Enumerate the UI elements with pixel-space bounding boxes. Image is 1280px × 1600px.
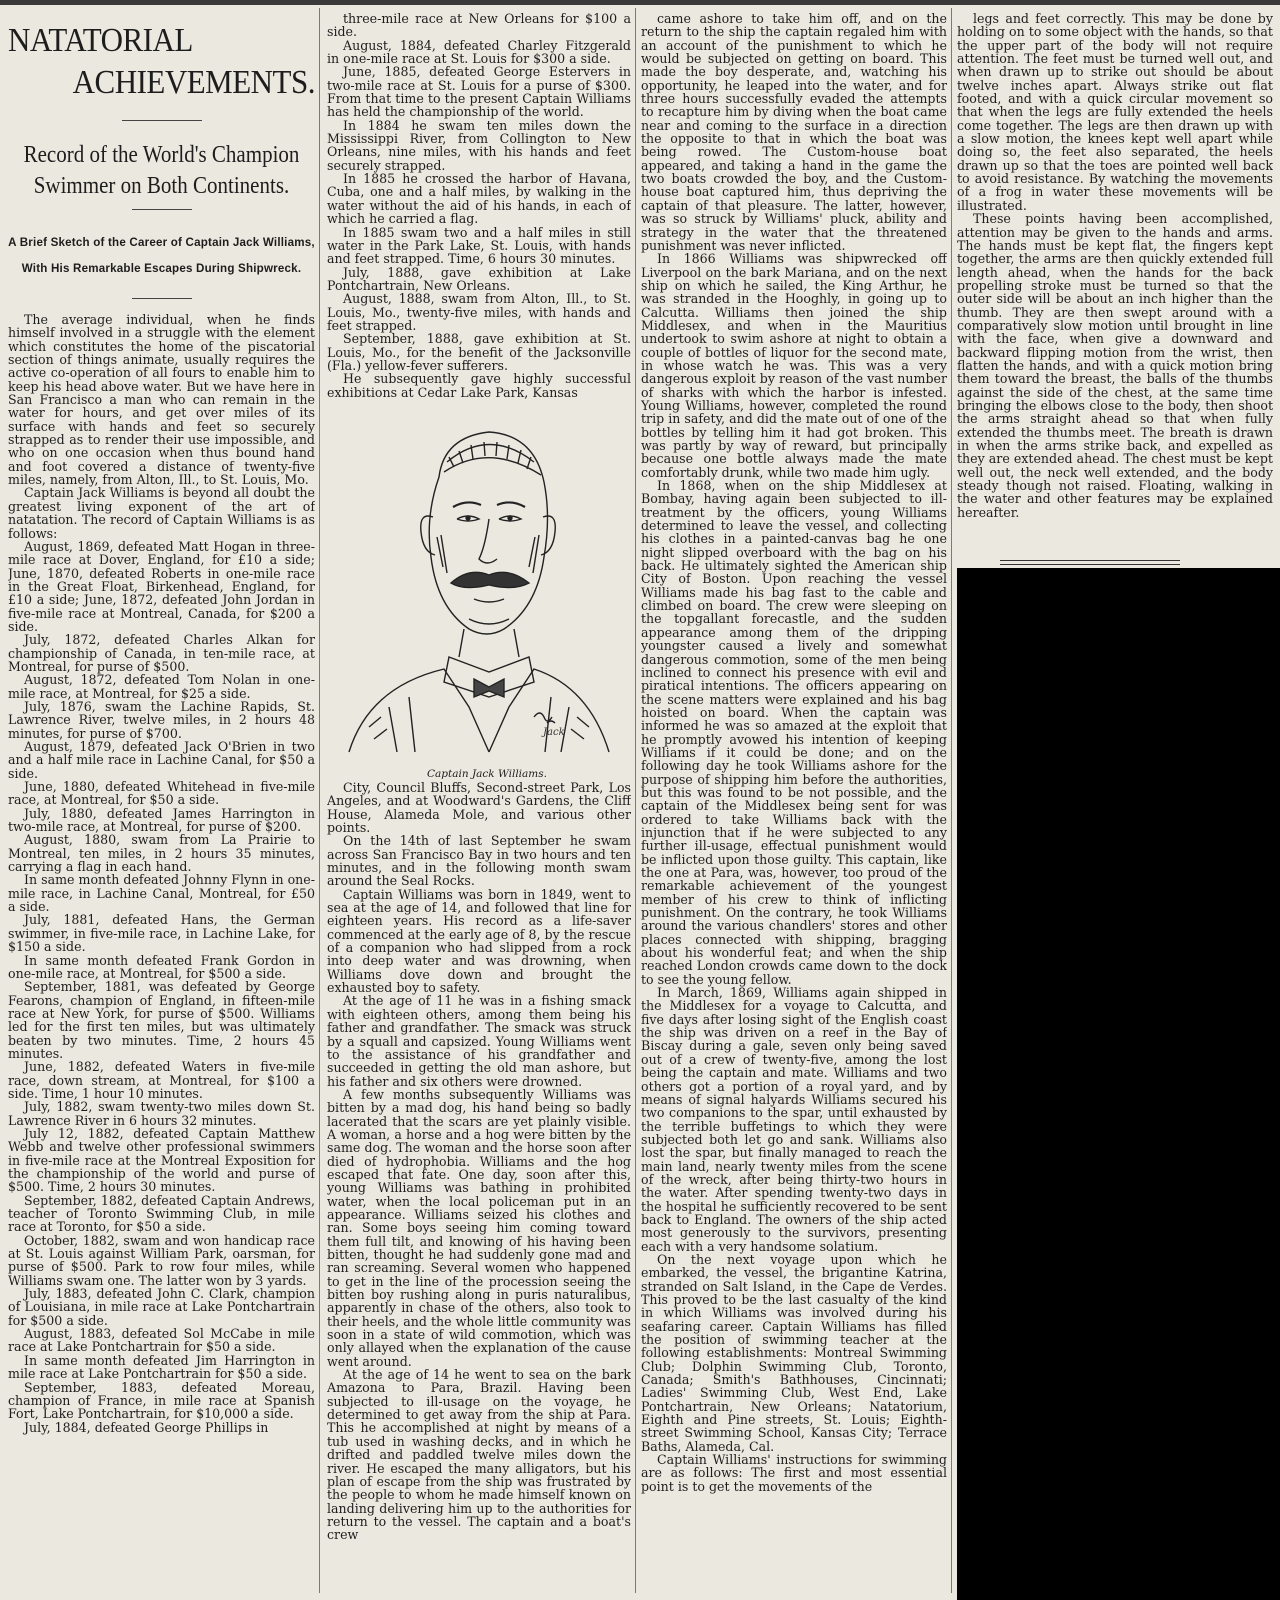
body-paragraph: August, 1872, defeated Tom Nolan in one-mile race, at Montreal, for $25 a side. bbox=[8, 672, 315, 701]
column-1 bbox=[8, 12, 315, 1592]
subhead: Record of the World's Champion Swimmer on Both Continents. bbox=[23, 140, 300, 199]
body-paragraph: At the age of 11 he was in a fishing smack with eighteen others, among them being his father and grandfather. The smack was struck by a squall and capsized. Young Williams went to the assistance of his grandfather and succeeded in getting the old man ashore, but his father and six others were drowned. bbox=[327, 993, 631, 1089]
body-paragraph: September, 1881, was defeated by George Fearons, champion of England, in fifteen-mile race at New York, for purse of $500. Williams led for the first ten miles, but was ultimately beaten by two minutes. Time, 2 hours 45 minutes. bbox=[8, 979, 315, 1061]
body-paragraph: July, 1876, swam the Lachine Rapids, St. Lawrence River, twelve miles, in 2 hours 48 minutes, for purse of $700. bbox=[8, 698, 315, 741]
body-paragraph: In same month defeated Jim Harrington in mile race at Lake Pontchartrain for $50 a side. bbox=[8, 1352, 315, 1382]
body-paragraph: three-mile race at New Orleans for $100 a side. bbox=[327, 12, 631, 40]
blank-scan-area bbox=[957, 568, 1280, 1600]
portrait-illustration bbox=[329, 407, 629, 767]
body-paragraph: July, 1881, defeated Hans, the German swimmer, in five-mile race, in Lachine Lake, for $150 a side. bbox=[8, 912, 315, 955]
body-paragraph: August, 1888, swam from Alton, Ill., to St. Louis, Mo., twenty-five miles, with hands and feet strapped. bbox=[327, 291, 631, 333]
body-paragraph: June, 1882, defeated Waters in five-mile race, down stream, at Montreal, for $100 a side. Time, 1 hour 10 minutes. bbox=[8, 1059, 315, 1101]
body-paragraph: Captain Williams was born in 1849, went to sea at the age of 14, and followed that line for eighteen years. His record as a life-saver commenced at the early age of 8, by the rescue of a companion who had slipped from a rock into deep water and was drowning, when Williams dove down and brought the exhausted boy to safety. bbox=[327, 886, 631, 996]
body-paragraph: The average individual, when he finds himself involved in a struggle with the element which constitutes the home of the piscatorial section of things animate, usually requires the active co-operation of all fours to enable him to keep his head above water. But we have here in San Francisco a man who can remain in the water for hours, and get over miles of its surface with hands and feet so securely strapped as to render their use impossible, and who on one occasion when thus bound hand and foot covered a distance of twenty-five miles, namely, from Alton, Ill., to St. Louis, Mo. bbox=[8, 312, 315, 488]
deck-rule bbox=[132, 298, 192, 299]
body-paragraph: In 1866 Williams was shipwrecked off Liverpool on the bark Mariana, and on the next ship on which he sailed, the King Arthur, he was stranded in the Hooghly, in going up to Calcutta. Williams then joined the ship Middlesex, and when in the Mauritius undertook to swim ashore at night to obtain a couple of bottles of liquor for the second mate, in whose watch he was. This was a very dangerous exploit by reason of the vast number of sharks with which the harbor is infested. Young Williams, however, completed the round trip in safety, and did the mate out of one of the bottles by telling him it had got broken. This was partly by way of reward, but principally because one bottle always made the mate comfortably drunk, while two made him ugly. bbox=[641, 251, 947, 480]
body-paragraph: July, 1883, defeated John C. Clark, champion of Louisiana, in mile race at Lake Pontchartrain for $500 a side. bbox=[8, 1286, 315, 1328]
subhead-rule bbox=[132, 209, 192, 210]
body-paragraph: July, 1884, defeated George Phillips in bbox=[24, 1419, 269, 1435]
body-paragraph: Captain Jack Williams is beyond all doubt the greatest living exponent of the art of natatation. The record of Captain Williams is as follows: bbox=[8, 485, 315, 541]
body-paragraph: October, 1882, swam and won handicap race at St. Louis against William Park, oarsman, for purse of $500. Park to row four miles, while Williams swam one. The latter won by 3 yards. bbox=[8, 1232, 315, 1288]
column-divider bbox=[635, 8, 636, 1593]
body-paragraph: legs and feet correctly. This may be done by holding on to some object with the hands, so that the upper part of the body will not require attention. The feet must be turned well out, and when drawn up to strike out should be about twelve inches apart. Always strike out flat footed, and with a quick circular movement so that when the legs are fully extended the heels come together. The legs are then drawn up with a slow motion, the knees kept well apart while doing so, the feet also separated, the heels drawn up so that the toes are pointed well back to avoid resistance. By watching the movements of a frog in water these movements will be illustrated. bbox=[957, 12, 1273, 213]
body-paragraph: He subsequently gave highly successful exhibitions at Cedar Lake Park, Kansas bbox=[327, 371, 631, 400]
body-paragraph: July, 1880, defeated James Harrington in two-mile race, at Montreal, for purse of $200. bbox=[8, 805, 315, 835]
body-paragraph: In 1885 swam two and a half miles in still water in the Park Lake, St. Louis, with hands and feet strapped. Time, 6 hours 30 minutes. bbox=[327, 224, 631, 267]
body-paragraph: July, 1888, gave exhibition at Lake Pontchartrain, New Orleans. bbox=[327, 264, 631, 293]
end-rule bbox=[1000, 560, 1180, 565]
body-paragraph: July 12, 1882, defeated Captain Matthew Webb and twelve other professional swimmers in five-mile race at the Montreal Exposition for the championship of the world and purse of $500. Time, 2 hours 30 minutes. bbox=[8, 1125, 315, 1195]
column-divider bbox=[951, 8, 952, 1593]
body-paragraph: August, 1883, defeated Sol McCabe in mile race at Lake Pontchartrain for $50 a side. bbox=[8, 1326, 315, 1355]
portrait-drawing bbox=[329, 407, 629, 759]
body-paragraph: June, 1880, defeated Whitehead in five-mile race, at Montreal, for $50 a side. bbox=[8, 779, 315, 808]
body-paragraph: At the age of 14 he went to sea on the bark Amazona to Para, Brazil. Having been subjected to ill-usage on the voyage, he determined to get away from the ship at Para. This he accomplished at night by means of a tub used in washing decks, and in which he drifted and paddled twelve miles down the river. He escaped the many alligators, but his plan of escape from the ship was frustrated by the people to whom he made himself known on landing delivering him up to the authorities for return to the vessel. The captain and a boat's crew bbox=[327, 1367, 631, 1543]
deck: A Brief Sketch of the Career of Captain Jack Williams, With His Remarkable Escapes During Shipwreck. bbox=[8, 236, 315, 275]
body-paragraph: In March, 1869, Williams again shipped in the Middlesex for a voyage to Calcutta, and five days after losing sight of the English coast the ship was driven on a reef in the Bay of Biscay during a gale, seven only being saved out of a crew of twenty-five, among the lost being the captain and mate. Williams and two others got a portion of a royal yard, and by means of signal halyards Williams secured his two companions to the spar, until exhausted by the terrible buffetings to which they were subjected both let go and sank. Williams also lost the spar, but finally managed to reach the main land, nearly twenty miles from the scene of the wreck, after being thirty-two hours in the water. After spending twenty-two days in the hospital he sufficiently recovered to be sent back to England. The owners of the ship acted most generously to the survivors, presenting each with a very handsome solatium. bbox=[641, 985, 947, 1254]
body-paragraph: June, 1885, defeated George Estervers in two-mile race at St. Louis for a purse of $300. From that time to the present Captain Williams has held the championship of the world. bbox=[327, 64, 631, 120]
headline-line-2: ACHIEVEMENTS. bbox=[72, 62, 315, 101]
body-paragraph: August, 1884, defeated Charley Fitzgerald in one-mile race at St. Louis for $300 a side. bbox=[327, 37, 631, 67]
headline-rule bbox=[122, 120, 202, 121]
body-paragraph: In 1885 he crossed the harbor of Havana, Cuba, one and a half miles, by walking in the water without the aid of his hands, in each of which he carried a flag. bbox=[327, 171, 631, 227]
column-4-body bbox=[957, 12, 1273, 519]
top-rule bbox=[0, 0, 1280, 5]
column-2-top-body bbox=[327, 12, 631, 399]
column-2 bbox=[327, 12, 631, 1592]
body-paragraph: July, 1882, swam twenty-two miles down St. Lawrence River in 6 hours 32 minutes. bbox=[8, 1099, 315, 1128]
body-paragraph: On the next voyage upon which he embarked, the vessel, the brigantine Katrina, stranded on Salt Island, in the Cape de Verdes. This proved to be the last casualty of the kind in which Williams was involved during his seafaring career. Captain Williams has filled the position of swimming teacher at the following establishments: Montreal Swimming Club; Dolphin Swimming Club, Toronto, Canada; Smith's Bathhouses, Cincinnati; Ladies' Swimming Club, West End, Lake Pontchartrain, New Orleans; Natatorium, Eighth and Pine streets, St. Louis; Eighth-street Swimming School, Kansas City; Terrace Baths, Alameda, Cal. bbox=[641, 1251, 947, 1454]
headline-line-1: NATATORIAL bbox=[8, 20, 193, 59]
portrait-signature: Jack bbox=[543, 726, 565, 738]
body-paragraph: Captain Williams' instructions for swimming are as follows: The first and most essential point is to get the movements of the bbox=[641, 1452, 947, 1494]
column-2-bottom-body bbox=[327, 781, 631, 1542]
body-paragraph: September, 1888, gave exhibition at St. Louis, Mo., for the benefit of the Jacksonville (Fla.) yellow-fever sufferers. bbox=[327, 331, 631, 373]
body-paragraph: came ashore to take him off, and on the return to the ship the captain regaled him with an account of the punishment to which he would be subjected on getting on board. This made the boy desperate, and, watching his opportunity, he leaped into the water, and for three hours successfully evaded the attempts to recapture him by diving when the boat came near and coming to the surface in a direction the opposite to that in which the boat was being rowed. The Custom-house boat appeared, and taking a hand in the game the two boats crowded the boy, and the Custom-house boat captured him, thus depriving the captain of that pleasure. The latter, however, was so struck by Williams' pluck, ability and strategy in the water that the threatened punishment was never inflicted. bbox=[641, 12, 947, 253]
body-paragraph: August, 1869, defeated Matt Hogan in three-mile race at Dover, England, for £10 a side; June, 1870, defeated Roberts in one-mile race in the Great Float, Birkenhead, England, for £10 a side; June, 1872, defeated John Jordan in five-mile race at Montreal, Canada, for $200 a side. bbox=[8, 538, 315, 634]
column-4 bbox=[957, 12, 1273, 557]
body-paragraph: August, 1880, swam from La Prairie to Montreal, ten miles, in 2 hours 35 minutes, carrying a flag in each hand. bbox=[8, 832, 315, 875]
body-paragraph: In 1884 he swam ten miles down the Mississippi River, from Collington to New Orleans, nine miles, with his hands and feet securely strapped. bbox=[327, 117, 631, 173]
body-paragraph: City, Council Bluffs, Second-street Park, Los Angeles, and at Woodward's Gardens, the Cliff House, Alameda Mole, and various other points. bbox=[327, 779, 631, 835]
body-paragraph: In same month defeated Frank Gordon in one-mile race, at Montreal, for $500 a side. bbox=[8, 952, 315, 981]
body-paragraph: In same month defeated Johnny Flynn in one-mile race, in Lachine Canal, Montreal, for £50 a side. bbox=[8, 872, 315, 915]
body-paragraph: September, 1882, defeated Captain Andrews, teacher of Toronto Swimming Club, in mile race at Toronto, for $50 a side. bbox=[8, 1192, 315, 1235]
body-paragraph: In 1868, when on the ship Middlesex at Bombay, having again been subjected to ill-treatment by the officers, young Williams determined to leave the vessel, and collecting his clothes in a painted-canvas bag he one night slipped overboard with the bag on his back. He ultimately sighted the American ship City of Boston. Upon reaching the vessel Williams made his bag fast to the cable and climbed on board. The crew were sleeping on the topgallant forecastle, and the sudden appearance among them of the dripping youngster caused a lively and somewhat dangerous commotion, some of the men being inclined to connect his presence with evil and piratical intentions. The officers appearing on the scene matters were explained and his bag hoisted on board. When the captain was informed he was so amazed at the exploit that he promptly avowed his intention of keeping Williams if it could be done; and on the following day he took Williams ashore for the purpose of shipping him before the authorities, but this was found to be not possible, and the captain of the Middlesex being sent for was ordered to take Williams back with the injunction that if he were subjected to any further ill-usage, effectual punishment would be inflicted upon those guilty. This captain, like the one at Para, was, however, too proud of the remarkable achievement of the youngest member of his crew to think of inflicting punishment. On the contrary, he took Williams around the various chandlers' stores and other places connected with shipping, bragging about his wonderful feat; and when the ship reached London crowds came down to the dock to see the young fellow. bbox=[641, 478, 947, 987]
body-paragraph: September, 1883, defeated Moreau, champion of France, in mile race at Spanish Fort, Lake Pontchartrain, for $10,000 a side. bbox=[8, 1379, 315, 1422]
body-paragraph: On the 14th of last September he swam across San Francisco Bay in two hours and ten minutes, and in the following month swam around the Seal Rocks. bbox=[327, 833, 631, 889]
body-paragraph: These points having been accomplished, attention may be given to the hands and arms. The hands must be kept flat, the fingers kept together, the arms are then quickly extended full length ahead, when the hands for the back propelling stroke must be turned so that the outer side will be about an inch higher than the thumb. They are then swept around with a comparatively slow motion until brought in line with the face, when give a downward and backward flipping motion from the wrist, then flatten the hands, and with a quick motion bring them toward the breast, the balls of the thumbs against the side of the chest, at the same time bringing the elbows close to the body, then shoot the arms straight ahead so that when fully extended the thumbs meet. The breath is drawn in when the arms strike back, and expelled as they are extended ahead. The chest must be kept well out, the neck well extended, and the body steady though not raised. Floating, walking in the water and other features may be explained hereafter. bbox=[957, 211, 1273, 520]
body-paragraph: July, 1872, defeated Charles Alkan for championship of Canada, in ten-mile race, at Montreal, for purse of $500. bbox=[8, 632, 315, 674]
column-1-body bbox=[8, 313, 315, 1434]
column-divider bbox=[319, 8, 320, 1593]
portrait-caption: Captain Jack Williams. bbox=[427, 767, 547, 780]
body-paragraph: A few months subsequently Williams was bitten by a mad dog, his hand being so badly lacerated that the scars are yet plainly visible. A woman, a horse and a hog were bitten by the same dog. The woman and the horse soon after died of hydrophobia. Williams and the hog escaped that fate. One day, soon after this, young Williams was bathing in prohibited water, when the local policeman put in an appearance. Williams seized his clothes and ran. Some boys seeing him coming toward them full tilt, and knowing of his having been bitten, thought he had suddenly gone mad and ran screaming. Several women who happened to get in the line of the procession seeing the bitten boy rushing along in puris naturalibus, apparently in chase of the others, also took to their heels, and the whole little community was soon in a state of wild commotion, which was only allayed when the explanation of the cause went around. bbox=[327, 1086, 631, 1369]
column-3-body bbox=[641, 12, 947, 1493]
body-paragraph: August, 1879, defeated Jack O'Brien in two and a half mile race in Lachine Canal, for $50 a side. bbox=[8, 739, 315, 781]
column-3 bbox=[641, 12, 947, 1592]
